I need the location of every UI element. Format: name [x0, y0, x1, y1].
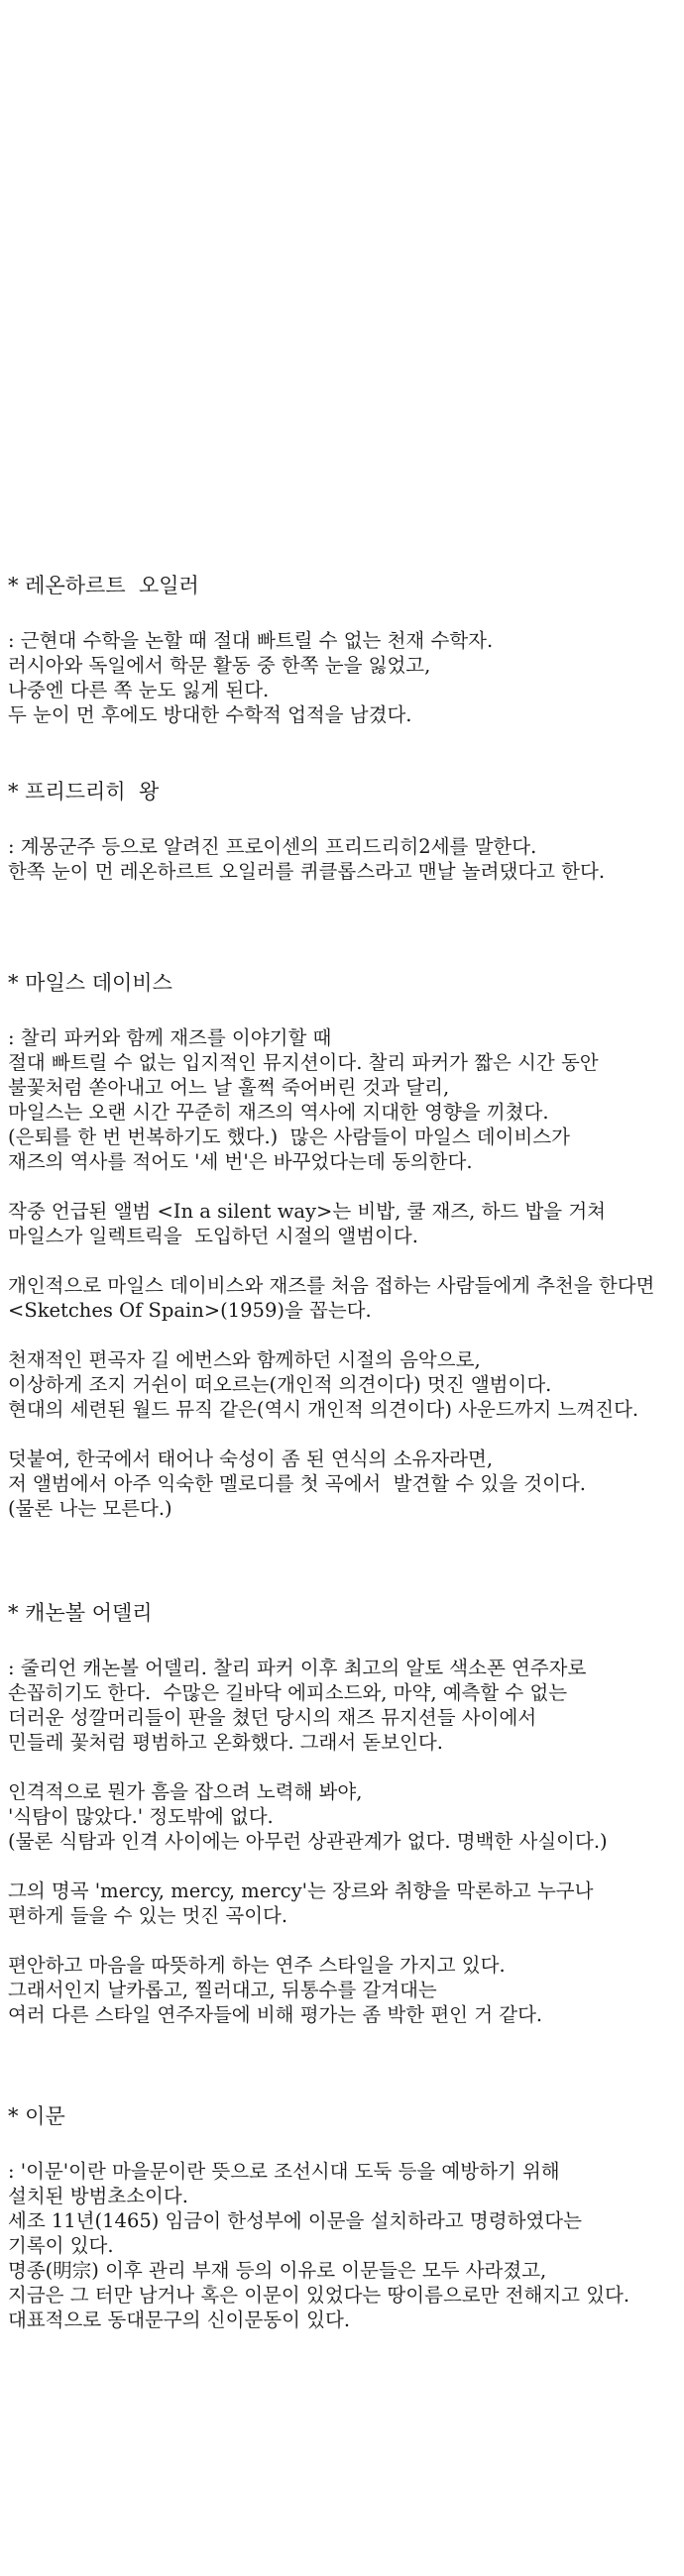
- note-heading: * 레온하르트 오일러: [8, 574, 199, 597]
- text-line: 대표적으로 동대문구의 신이문동이 있다.: [8, 2308, 351, 2331]
- note-body: [8, 2159, 682, 2332]
- text-line: : 줄리언 캐논볼 어델리. 찰리 파커 이후 최고의 알토 색소폰 연주자로: [8, 1657, 587, 1679]
- text-line: 한쪽 눈이 먼 레온하르트 오일러를 퀴클롭스라고 맨날 놀려댔다고 한다.: [8, 860, 606, 883]
- text-line: 이상하게 조지 거쉰이 떠오르는(개인적 의견이다) 멋진 앨범이다.: [8, 1373, 552, 1396]
- paragraph: [8, 834, 682, 884]
- note-body: [8, 1025, 682, 1521]
- text-line: 두 눈이 먼 후에도 방대한 수학적 업적을 남겼다.: [8, 703, 412, 726]
- paragraph: [8, 1025, 682, 1174]
- text-line: 재즈의 역사를 적어도 '세 번'은 바꾸었다는데 동의한다.: [8, 1150, 473, 1173]
- note-miles-davis: [8, 970, 682, 1521]
- text-line: 그의 명곡 'mercy, mercy, mercy'는 장르와 취향을 막론하고 누구나: [8, 1879, 594, 1902]
- paragraph: [8, 1199, 682, 1248]
- text-line: '식탐이 많았다.' 정도밖에 없다.: [8, 1805, 274, 1828]
- text-line: 천재적인 편곡자 길 에번스와 함께하던 시절의 음악으로,: [8, 1348, 481, 1371]
- text-line: (은퇴를 한 번 번복하기도 했다.) 많은 사람들이 마일스 데이비스가: [8, 1126, 570, 1148]
- paragraph: [8, 1347, 682, 1422]
- text-line: 명종(明宗) 이후 관리 부재 등의 이유로 이문들은 모두 사라졌고,: [8, 2259, 547, 2282]
- paragraph: [8, 1273, 682, 1323]
- note-body: [8, 628, 682, 727]
- text-line: 여러 다른 스타일 연주자들에 비해 평가는 좀 박한 편인 거 같다.: [8, 2003, 543, 2026]
- note-imun: [8, 2103, 682, 2332]
- paragraph: [8, 628, 682, 727]
- text-line: (물론 식탐과 인격 사이에는 아무런 상관관계가 없다. 명백한 사실이다.): [8, 1830, 608, 1853]
- paragraph: [8, 1953, 682, 2027]
- text-line: 덧붙여, 한국에서 태어나 숙성이 좀 된 연식의 소유자라면,: [8, 1448, 494, 1470]
- text-line: 저 앨범에서 아주 익숙한 멜로디를 첫 곡에서 발견할 수 있을 것이다.: [8, 1472, 586, 1495]
- text-line: <Sketches Of Spain>(1959)을 꼽는다.: [8, 1299, 372, 1322]
- text-line: 러시아와 독일에서 학문 활동 중 한쪽 눈을 잃었고,: [8, 654, 431, 677]
- note-heading: * 프리드리히 왕: [8, 780, 160, 804]
- text-line: 나중엔 다른 쪽 눈도 잃게 된다.: [8, 679, 270, 701]
- text-line: : 계몽군주 등으로 알려진 프로이센의 프리드리히2세를 말한다.: [8, 835, 537, 858]
- note-body: [8, 834, 682, 884]
- text-line: 인격적으로 뭔가 흠을 잡으려 노력해 봐야,: [8, 1780, 363, 1803]
- note-frederick: [8, 779, 682, 884]
- text-line: (물론 나는 모른다.): [8, 1497, 172, 1520]
- paragraph: [8, 1447, 682, 1521]
- text-line: : '이문'이란 마을문이란 뜻으로 조선시대 도둑 등을 예방하기 위해: [8, 2160, 560, 2183]
- text-line: 마일스는 오랜 시간 꾸준히 재즈의 역사에 지대한 영향을 끼쳤다.: [8, 1101, 549, 1124]
- text-line: : 근현대 수학을 논할 때 절대 빠트릴 수 없는 천재 수학자.: [8, 629, 494, 652]
- note-body: [8, 1656, 682, 2027]
- text-line: 손꼽히기도 한다. 수많은 길바닥 에피소드와, 마약, 예측할 수 없는: [8, 1681, 568, 1704]
- note-heading: * 마일스 데이비스: [8, 971, 172, 995]
- text-line: 마일스가 일렉트릭을 도입하던 시절의 앨범이다.: [8, 1225, 418, 1247]
- text-line: 편안하고 마음을 따뜻하게 하는 연주 스타일을 가지고 있다.: [8, 1954, 506, 1977]
- text-line: 더러운 성깔머리들이 판을 쳤던 당시의 재즈 뮤지션들 사이에서: [8, 1706, 537, 1729]
- text-line: 편하게 들을 수 있는 멋진 곡이다.: [8, 1904, 288, 1927]
- text-line: 현대의 세련된 월드 뮤직 같은(역시 개인적 의견이다) 사운드까지 느껴진다.: [8, 1398, 639, 1421]
- text-line: : 찰리 파커와 함께 재즈를 이야기할 때: [8, 1026, 332, 1049]
- paragraph: [8, 1878, 682, 1928]
- paragraph: [8, 2159, 682, 2332]
- text-line: 불꽃처럼 쏟아내고 어느 날 훌쩍 죽어버린 것과 달리,: [8, 1076, 450, 1099]
- note-heading: * 이문: [8, 2104, 65, 2128]
- text-line: 민들레 꽃처럼 평범하고 온화했다. 그래서 돋보인다.: [8, 1731, 443, 1754]
- paragraph: [8, 1656, 682, 1755]
- note-heading: * 캐논볼 어델리: [8, 1601, 153, 1625]
- text-line: 그래서인지 날카롭고, 찔러대고, 뒤통수를 갈겨대는: [8, 1979, 437, 2001]
- text-line: 절대 빠트릴 수 없는 입지적인 뮤지션이다. 찰리 파커가 짧은 시간 동안: [8, 1051, 599, 1074]
- text-line: 지금은 그 터만 남거나 혹은 이문이 있었다는 땅이름으로만 전해지고 있다.: [8, 2284, 630, 2307]
- text-line: 세조 11년(1465) 임금이 한성부에 이문을 설치하라고 명령하였다는: [8, 2209, 582, 2232]
- text-line: 설치된 방범초소이다.: [8, 2185, 188, 2207]
- note-cannonball-adderley: [8, 1600, 682, 2027]
- text-line: 기록이 있다.: [8, 2234, 114, 2257]
- text-line: 개인적으로 마일스 데이비스와 재즈를 처음 접하는 사람들에게 추천을 한다면: [8, 1274, 655, 1297]
- paragraph: [8, 1779, 682, 1854]
- text-line: 작중 언급된 앨범 <In a silent way>는 비밥, 쿨 재즈, 하드 밥을 거쳐: [8, 1200, 606, 1223]
- note-euler: [8, 573, 682, 727]
